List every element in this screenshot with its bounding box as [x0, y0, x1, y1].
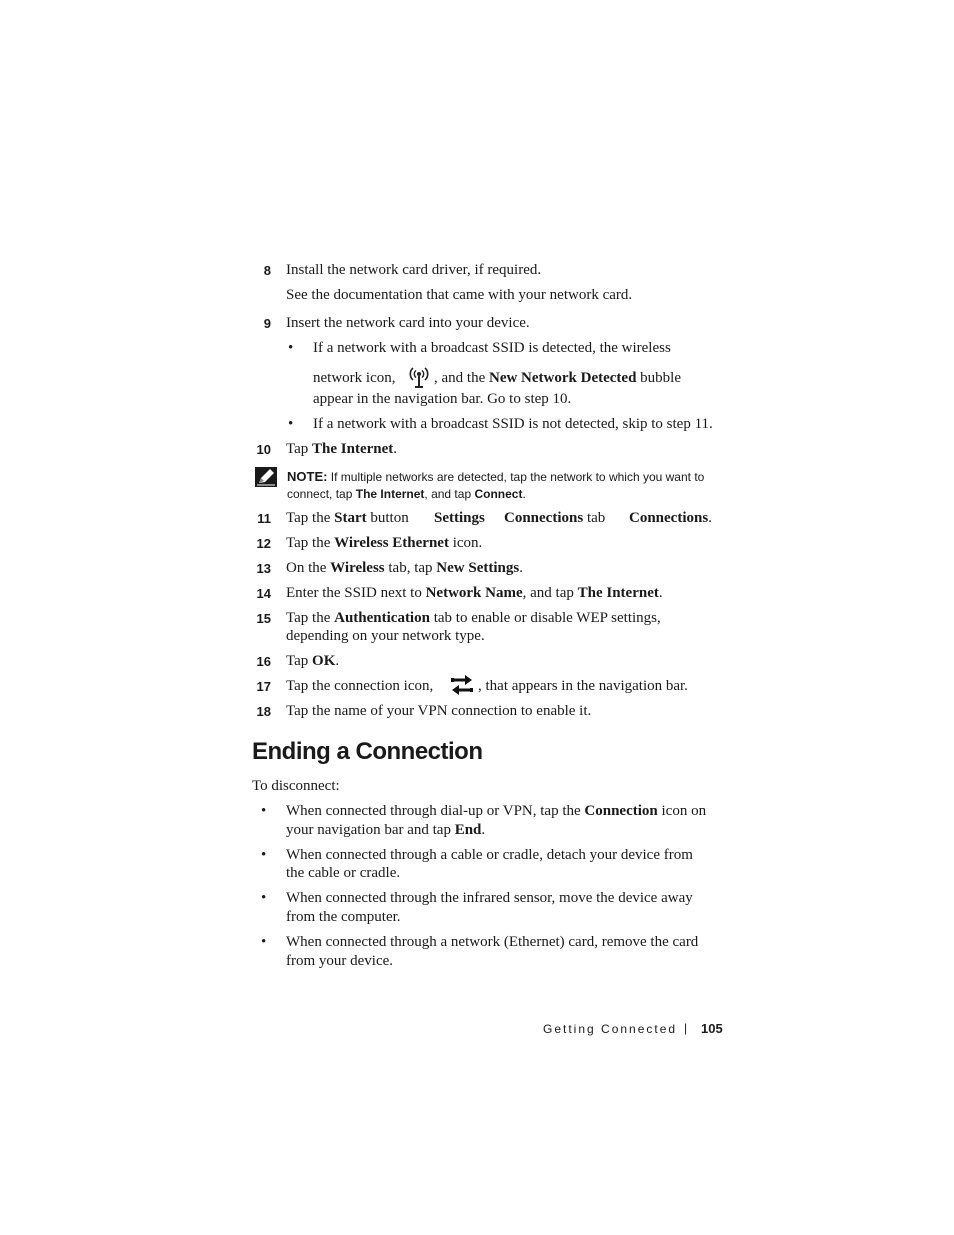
step-text-part: Tap the	[286, 510, 331, 526]
the-internet-label: The Internet	[577, 585, 659, 601]
bullet-marker: •	[261, 934, 267, 950]
the-internet-label: The Internet	[355, 487, 425, 501]
step-text-part: Tap	[286, 441, 309, 457]
step-text	[286, 610, 661, 627]
step-text-part: .	[658, 585, 663, 601]
ok-label: OK	[312, 653, 336, 669]
step-text	[286, 585, 663, 602]
note-text: , and tap	[424, 487, 472, 501]
bullet-text: When connected through a cable or cradle, detach your device from	[286, 847, 693, 863]
bullet-marker: •	[288, 340, 294, 356]
step-text-part: tab to enable or disable WEP settings,	[433, 610, 661, 626]
step-text-part: Enter the SSID next to	[286, 585, 422, 601]
step-number: 18	[256, 704, 271, 719]
bullet-text: If a network with a broadcast SSID is not detected, skip to step 11.	[313, 416, 713, 432]
bullet-text-part: When connected through dial-up or VPN, tap the	[286, 803, 581, 819]
footer-separator: |	[684, 1021, 688, 1035]
step-text	[286, 653, 339, 670]
end-label: End	[454, 822, 482, 838]
step-number: 12	[256, 536, 271, 551]
step-text-part: button	[370, 510, 409, 526]
note-text: If multiple networks are detected, tap the network to which you want to	[330, 470, 705, 484]
bullet-text: When connected through a network (Ethernet) card, remove the card	[286, 934, 699, 950]
note-text: connect, tap	[287, 487, 353, 501]
step-text	[286, 560, 523, 577]
step-text-part: Tap the	[286, 610, 331, 626]
bullet-marker: •	[261, 847, 267, 863]
step-text-part: On the	[286, 560, 327, 576]
step-number: 10	[256, 442, 271, 457]
step-text: Tap the connection icon,	[286, 678, 434, 694]
footer-chapter: Getting Connected	[543, 1022, 678, 1036]
bullet-text-part: , and the	[434, 370, 486, 386]
note-line	[287, 469, 704, 484]
network-name-label: Network Name	[425, 585, 523, 601]
section-intro: To disconnect:	[252, 778, 340, 794]
step-number: 13	[256, 561, 271, 576]
step-text	[286, 441, 397, 458]
bullet-text: the cable or cradle.	[286, 865, 401, 881]
bullet-text-part: network icon,	[313, 370, 396, 386]
step-text: depending on your network type.	[286, 628, 485, 644]
bullet-text	[313, 370, 395, 387]
note-label: NOTE:	[287, 469, 328, 484]
step-text	[286, 510, 409, 527]
step-text-part: tab	[586, 510, 606, 526]
step-text-part: , and tap	[522, 585, 574, 601]
wireless-tab-label: Wireless	[330, 560, 385, 576]
step-text	[504, 510, 605, 527]
step-number: 8	[263, 263, 271, 278]
step-text	[434, 510, 485, 527]
step-text-part: Tap the	[286, 535, 331, 551]
step-text-part: .	[393, 441, 398, 457]
step-number: 14	[256, 586, 271, 601]
step-text-part: .	[708, 510, 712, 526]
step-text: Install the network card driver, if required.	[286, 262, 542, 278]
section-heading: Ending a Connection	[252, 738, 483, 765]
step-number: 9	[263, 316, 271, 331]
connection-label: Connection	[584, 803, 658, 819]
the-internet-label: The Internet	[312, 441, 394, 457]
connect-label: Connect	[474, 487, 523, 501]
wireless-network-icon	[408, 364, 430, 390]
bullet-marker: •	[288, 416, 294, 432]
authentication-label: Authentication	[334, 610, 430, 626]
step-text: Tap the name of your VPN connection to enable it.	[286, 703, 592, 719]
step-text-part: Tap	[286, 653, 309, 669]
step-number: 16	[256, 654, 271, 669]
bullet-text	[286, 822, 485, 839]
step-text: Insert the network card into your device.	[286, 315, 530, 331]
bullet-text-part: bubble	[640, 370, 681, 386]
note-line	[287, 487, 526, 501]
bullet-text-part: your navigation bar and tap	[286, 822, 451, 838]
step-text-part: tab, tap	[388, 560, 433, 576]
bullet-text-part: .	[481, 822, 486, 838]
bullet-text	[434, 370, 681, 387]
bullet-text: from the computer.	[286, 909, 401, 925]
connections-tab-label: Connections	[504, 510, 584, 526]
bullet-text: When connected through the infrared sensor, move the device away	[286, 890, 693, 906]
step-text-part: .	[335, 653, 340, 669]
note-pencil-icon	[255, 467, 277, 487]
settings-label: Settings	[434, 510, 485, 526]
step-subtext: See the documentation that came with your network card.	[286, 287, 633, 303]
step-number: 11	[257, 511, 271, 526]
bullet-text-part: icon on	[661, 803, 707, 819]
note-text: .	[522, 487, 526, 501]
new-settings-label: New Settings	[436, 560, 520, 576]
page-number: 105	[701, 1021, 723, 1036]
bullet-text: from your device.	[286, 953, 394, 969]
bullet-text	[286, 803, 706, 820]
step-text	[286, 535, 482, 552]
step-text	[629, 510, 712, 527]
step-number: 17	[256, 679, 271, 694]
bullet-text: If a network with a broadcast SSID is detected, the wireless	[313, 340, 671, 356]
connections-label: Connections	[629, 510, 709, 526]
start-label: Start	[334, 510, 367, 526]
step-text-part: icon.	[452, 535, 483, 551]
bullet-marker: •	[261, 890, 267, 906]
wireless-ethernet-label: Wireless Ethernet	[334, 535, 449, 551]
new-network-detected-label: New Network Detected	[488, 370, 637, 386]
bullet-marker: •	[261, 803, 267, 819]
step-number: 15	[256, 611, 271, 626]
step-text: , that appears in the navigation bar.	[478, 678, 688, 694]
connection-arrows-icon	[449, 673, 475, 697]
bullet-text: appear in the navigation bar. Go to step 10.	[313, 391, 572, 407]
step-text-part: .	[519, 560, 523, 576]
